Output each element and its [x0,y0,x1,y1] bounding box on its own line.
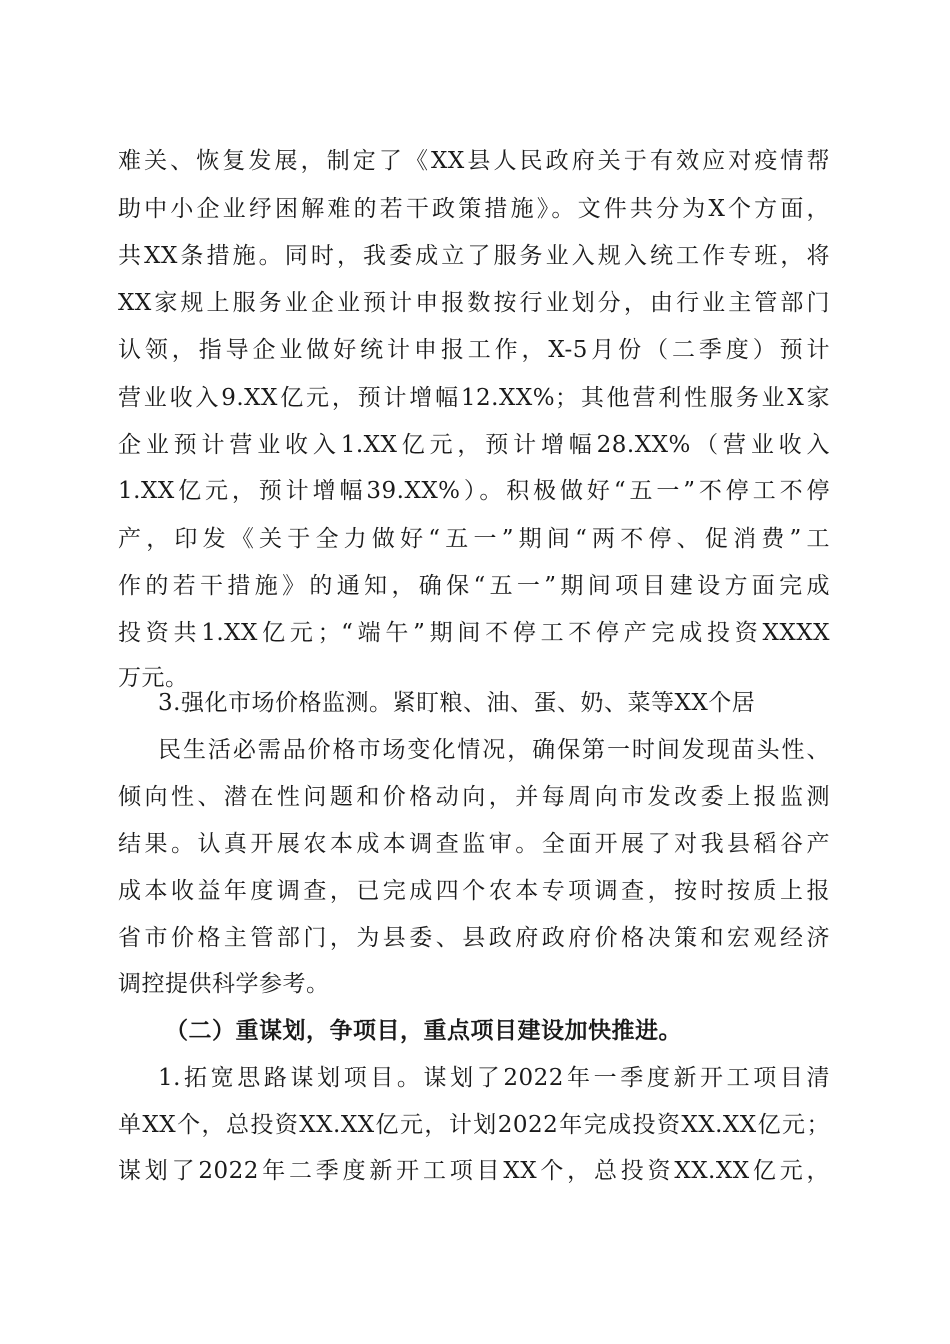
body-text-line: 共XX条措施。同时，我委成立了服务业入规入统工作专班，将 [118,243,830,269]
body-text-line: 成本收益年度调查，已完成四个农本专项调查，按时按质上报 [118,878,830,904]
body-text-line: 难关、恢复发展，制定了《XX县人民政府关于有效应对疫情帮 [118,148,830,174]
body-text-line: 省市价格主管部门，为县委、县政府政府价格决策和宏观经济 [118,925,830,951]
body-text-line: 投资共1.XX亿元；“端午”期间不停工不停产完成投资XXXX [118,620,830,646]
body-text-line: 企业预计营业收入1.XX亿元，预计增幅28.XX%（营业收入 [118,432,830,458]
body-text-line: 单XX个，总投资XX.XX亿元，计划2022年完成投资XX.XX亿元； [118,1112,830,1138]
body-text-line: 产，印发《关于全力做好“五一”期间“两不停、促消费”工 [118,526,830,552]
body-text-line: 结果。认真开展农本成本调查监审。全面开展了对我县稻谷产 [118,831,830,857]
body-text-line: 万元。 [118,665,189,691]
section-heading: （二）重谋划，争项目，重点项目建设加快推进。 [165,1017,682,1044]
body-text-line: 谋划了2022年二季度新开工项目XX个，总投资XX.XX亿元， [118,1158,830,1184]
body-text-line: 助中小企业纾困解难的若干政策措施》。文件共分为X个方面， [118,196,830,222]
body-text-line: 作的若干措施》的通知，确保“五一”期间项目建设方面完成 [118,573,830,599]
body-text-line: 认领，指导企业做好统计申报工作，X-5月份（二季度）预计 [118,337,830,363]
body-text-line: 调控提供科学参考。 [118,971,330,997]
body-text-line: 民生活必需品价格市场变化情况，确保第一时间发现苗头性、 [158,737,830,763]
body-text-line: XX家规上服务业企业预计申报数按行业划分，由行业主管部门 [118,290,830,316]
body-text-line: 营业收入9.XX亿元，预计增幅12.XX%；其他营利性服务业X家 [118,385,830,411]
section-item-heading: 1.拓宽思路谋划项目。谋划了2022年一季度新开工项目清 [158,1065,830,1091]
section-item-heading: 3.强化市场价格监测。紧盯粮、油、蛋、奶、菜等XX个居 [158,690,756,716]
body-text-line: 1.XX亿元，预计增幅39.XX%）。积极做好“五一”不停工不停 [118,478,830,504]
body-text-line: 倾向性、潜在性问题和价格动向，并每周向市发改委上报监测 [118,784,830,810]
